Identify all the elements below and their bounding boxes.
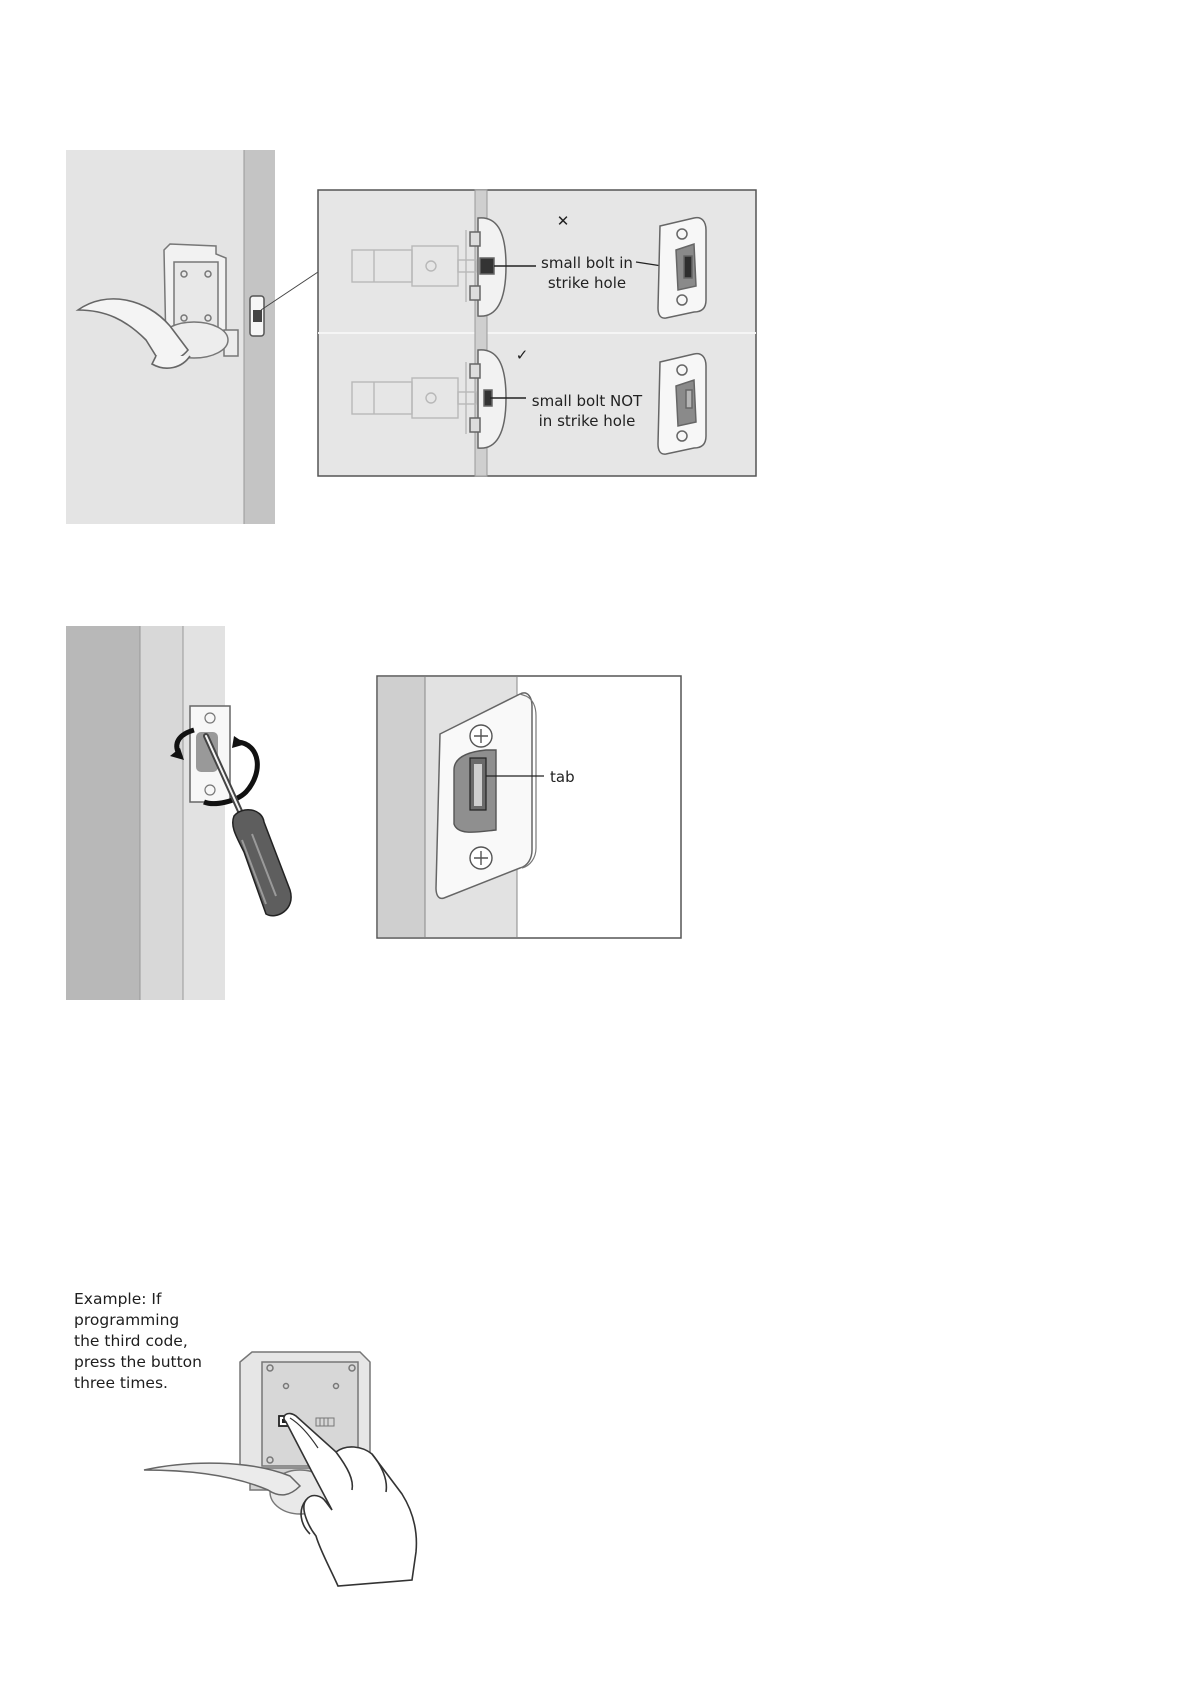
figure-strike-adjust (66, 626, 716, 1000)
correct-label-line-2: in strike hole (538, 412, 636, 430)
program-button-illustration (140, 1340, 420, 1600)
caption-line: the third code, (74, 1332, 188, 1350)
caption-line: three times. (74, 1374, 168, 1392)
correct-checkmark-icon: ✓ (515, 346, 529, 364)
strike-plate-bottom (658, 354, 706, 455)
figure-program-button (140, 1340, 420, 1600)
tab-label: tab (550, 768, 575, 786)
caption-line: programming (74, 1311, 180, 1329)
latch-check-illustration (66, 150, 776, 524)
incorrect-label-line-2: strike hole (547, 274, 627, 292)
door-jamb-edge (183, 626, 225, 1000)
incorrect-x-icon: ✕ (556, 212, 570, 230)
strike-adjust-illustration (66, 626, 716, 1000)
door-edge (244, 150, 275, 524)
door-jamb-shadow (66, 626, 140, 1000)
door-jamb-face (140, 626, 183, 1000)
figure-latch-check (66, 150, 776, 524)
strike-detail-panel (377, 676, 681, 938)
caption-line: press the button (74, 1353, 202, 1371)
caption-line: Example: If (74, 1290, 162, 1308)
strike-plate-top (658, 218, 706, 319)
incorrect-label-line-1: small bolt in (541, 254, 633, 272)
correct-label-line-1: small bolt NOT (531, 392, 643, 410)
